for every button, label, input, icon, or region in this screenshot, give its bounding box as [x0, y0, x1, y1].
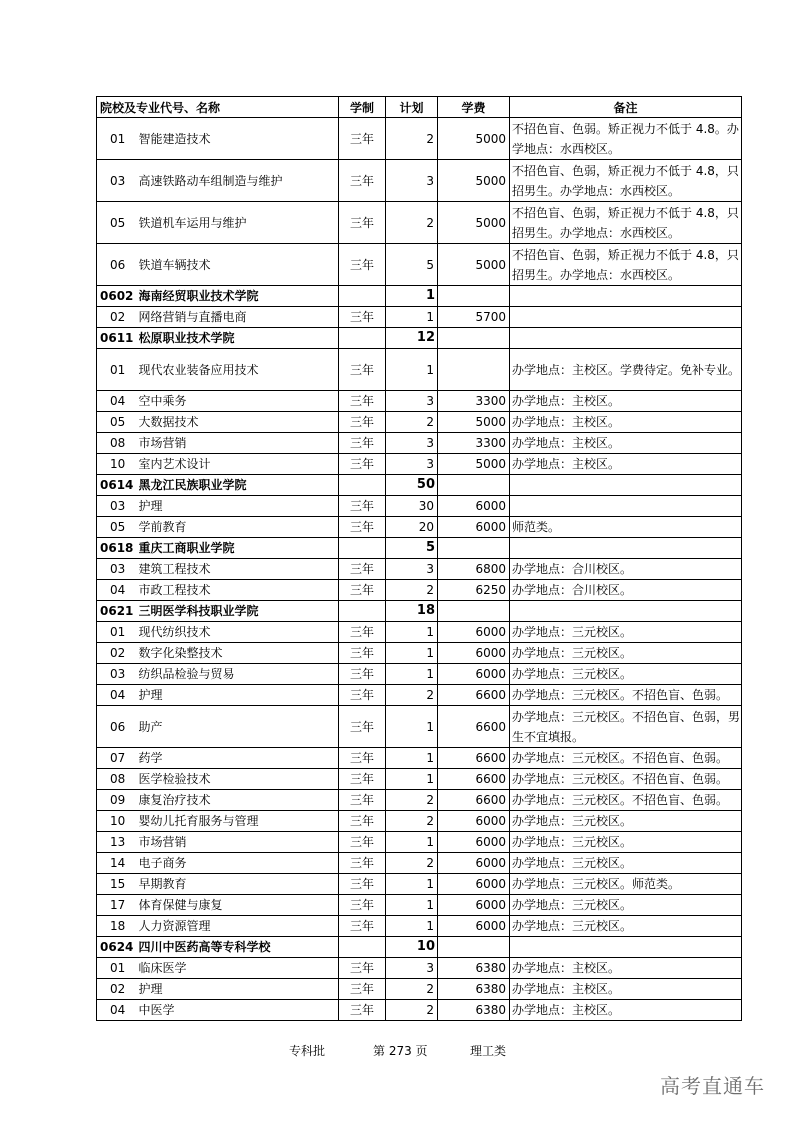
major-note: 办学地点：三元校区。 — [510, 832, 742, 853]
major-row — [97, 895, 742, 916]
major-note: 办学地点：主校区。 — [510, 454, 742, 475]
major-fee: 6000 — [438, 622, 510, 643]
major-fee: 6000 — [438, 811, 510, 832]
major-code: 02 — [97, 307, 139, 328]
major-fee: 6000 — [438, 895, 510, 916]
major-code: 10 — [97, 454, 139, 475]
school-row — [97, 328, 742, 349]
major-plan: 1 — [386, 832, 438, 853]
major-name: 空中乘务 — [139, 391, 339, 412]
major-note: 办学地点：主校区。 — [510, 958, 742, 979]
major-fee: 5000 — [438, 244, 510, 286]
major-code: 14 — [97, 853, 139, 874]
major-note: 办学地点：主校区。 — [510, 1000, 742, 1021]
major-plan: 2 — [386, 1000, 438, 1021]
major-row — [97, 1000, 742, 1021]
major-code: 06 — [97, 244, 139, 286]
school-code: 0624 — [97, 937, 139, 958]
major-row — [97, 811, 742, 832]
major-note: 办学地点：三元校区。 — [510, 664, 742, 685]
school-fee-empty — [438, 538, 510, 559]
school-years-empty — [339, 328, 386, 349]
major-fee: 6250 — [438, 580, 510, 601]
major-row — [97, 454, 742, 475]
major-name: 市政工程技术 — [139, 580, 339, 601]
major-name: 市场营销 — [139, 832, 339, 853]
major-fee: 6000 — [438, 832, 510, 853]
major-code: 15 — [97, 874, 139, 895]
major-code: 05 — [97, 412, 139, 433]
major-note: 办学地点：主校区。 — [510, 433, 742, 454]
school-years-empty — [339, 475, 386, 496]
major-note: 办学地点：合川校区。 — [510, 580, 742, 601]
school-note-empty — [510, 328, 742, 349]
major-fee: 6000 — [438, 874, 510, 895]
school-fee-empty — [438, 286, 510, 307]
major-name: 人力资源管理 — [139, 916, 339, 937]
major-row — [97, 160, 742, 202]
header-fee: 学费 — [438, 97, 510, 118]
major-name: 智能建造技术 — [139, 118, 339, 160]
major-row — [97, 874, 742, 895]
major-note: 办学地点：合川校区。 — [510, 559, 742, 580]
school-code: 0614 — [97, 475, 139, 496]
header-years: 学制 — [339, 97, 386, 118]
major-note — [510, 496, 742, 517]
major-plan: 2 — [386, 580, 438, 601]
major-fee: 5000 — [438, 118, 510, 160]
major-plan: 1 — [386, 622, 438, 643]
major-plan: 3 — [386, 160, 438, 202]
major-fee: 3300 — [438, 391, 510, 412]
major-plan: 2 — [386, 853, 438, 874]
major-note: 办学地点：三元校区。不招色盲、色弱。 — [510, 790, 742, 811]
major-years: 三年 — [339, 706, 386, 748]
major-row — [97, 412, 742, 433]
major-note: 办学地点：三元校区。 — [510, 916, 742, 937]
major-plan: 1 — [386, 706, 438, 748]
major-fee: 6600 — [438, 769, 510, 790]
major-years: 三年 — [339, 790, 386, 811]
major-name: 网络营销与直播电商 — [139, 307, 339, 328]
major-row — [97, 559, 742, 580]
major-years: 三年 — [339, 853, 386, 874]
footer-category: 理工类 — [470, 1044, 507, 1058]
major-note: 不招色盲、色弱，矫正视力不低于 4.8，只招男生。办学地点：水西校区。 — [510, 160, 742, 202]
school-plan-total: 10 — [386, 937, 438, 958]
major-plan: 3 — [386, 433, 438, 454]
major-fee: 6000 — [438, 496, 510, 517]
major-code: 09 — [97, 790, 139, 811]
major-name: 药学 — [139, 748, 339, 769]
school-plan-total: 1 — [386, 286, 438, 307]
major-name: 康复治疗技术 — [139, 790, 339, 811]
major-plan: 1 — [386, 643, 438, 664]
major-years: 三年 — [339, 769, 386, 790]
major-note: 办学地点：主校区。 — [510, 979, 742, 1000]
major-note — [510, 307, 742, 328]
major-name: 高速铁路动车组制造与维护 — [139, 160, 339, 202]
school-code: 0602 — [97, 286, 139, 307]
table-header-row — [97, 97, 742, 118]
major-years: 三年 — [339, 832, 386, 853]
major-fee: 6600 — [438, 790, 510, 811]
major-note: 办学地点：三元校区。不招色盲、色弱。 — [510, 748, 742, 769]
major-row — [97, 391, 742, 412]
major-plan: 1 — [386, 916, 438, 937]
school-years-empty — [339, 601, 386, 622]
major-plan: 5 — [386, 244, 438, 286]
major-name: 学前教育 — [139, 517, 339, 538]
school-row — [97, 286, 742, 307]
major-row — [97, 748, 742, 769]
major-fee: 6000 — [438, 517, 510, 538]
major-code: 03 — [97, 496, 139, 517]
school-plan-total: 50 — [386, 475, 438, 496]
school-row — [97, 601, 742, 622]
major-note: 办学地点：主校区。 — [510, 391, 742, 412]
major-years: 三年 — [339, 517, 386, 538]
major-years: 三年 — [339, 916, 386, 937]
major-years: 三年 — [339, 244, 386, 286]
major-name: 护理 — [139, 496, 339, 517]
major-row — [97, 118, 742, 160]
major-row — [97, 580, 742, 601]
major-plan: 3 — [386, 454, 438, 475]
school-name: 黑龙江民族职业学院 — [139, 475, 339, 496]
major-plan: 1 — [386, 874, 438, 895]
school-note-empty — [510, 286, 742, 307]
major-name: 铁道车辆技术 — [139, 244, 339, 286]
major-years: 三年 — [339, 454, 386, 475]
school-fee-empty — [438, 601, 510, 622]
school-row — [97, 538, 742, 559]
major-years: 三年 — [339, 895, 386, 916]
major-fee: 3300 — [438, 433, 510, 454]
school-note-empty — [510, 601, 742, 622]
major-name: 纺织品检验与贸易 — [139, 664, 339, 685]
major-years: 三年 — [339, 496, 386, 517]
major-row — [97, 496, 742, 517]
school-plan-total: 5 — [386, 538, 438, 559]
major-years: 三年 — [339, 748, 386, 769]
major-plan: 1 — [386, 349, 438, 391]
header-note: 备注 — [510, 97, 742, 118]
major-note: 不招色盲、色弱，矫正视力不低于 4.8，只招男生。办学地点：水西校区。 — [510, 244, 742, 286]
major-plan: 20 — [386, 517, 438, 538]
major-row — [97, 706, 742, 748]
major-code: 01 — [97, 118, 139, 160]
school-plan-total: 12 — [386, 328, 438, 349]
major-name: 大数据技术 — [139, 412, 339, 433]
major-fee: 5000 — [438, 160, 510, 202]
major-years: 三年 — [339, 664, 386, 685]
major-years: 三年 — [339, 958, 386, 979]
major-years: 三年 — [339, 160, 386, 202]
major-fee: 6000 — [438, 853, 510, 874]
major-name: 现代农业装备应用技术 — [139, 349, 339, 391]
major-note: 办学地点：三元校区。不招色盲、色弱。 — [510, 685, 742, 706]
header-plan: 计划 — [386, 97, 438, 118]
school-code: 0618 — [97, 538, 139, 559]
school-row — [97, 475, 742, 496]
major-row — [97, 433, 742, 454]
major-years: 三年 — [339, 118, 386, 160]
major-row — [97, 832, 742, 853]
school-years-empty — [339, 538, 386, 559]
major-name: 护理 — [139, 979, 339, 1000]
major-plan: 2 — [386, 811, 438, 832]
major-fee: 6800 — [438, 559, 510, 580]
major-name: 电子商务 — [139, 853, 339, 874]
major-name: 铁道机车运用与维护 — [139, 202, 339, 244]
school-name: 三明医学科技职业学院 — [139, 601, 339, 622]
major-fee: 6600 — [438, 706, 510, 748]
major-plan: 2 — [386, 685, 438, 706]
major-name: 中医学 — [139, 1000, 339, 1021]
major-plan: 2 — [386, 979, 438, 1000]
major-note: 办学地点：三元校区。 — [510, 895, 742, 916]
major-years: 三年 — [339, 391, 386, 412]
major-row — [97, 349, 742, 391]
major-name: 助产 — [139, 706, 339, 748]
school-name: 四川中医药高等专科学校 — [139, 937, 339, 958]
major-row — [97, 244, 742, 286]
major-code: 04 — [97, 1000, 139, 1021]
major-years: 三年 — [339, 202, 386, 244]
major-code: 10 — [97, 811, 139, 832]
major-fee: 5700 — [438, 307, 510, 328]
major-code: 08 — [97, 433, 139, 454]
major-plan: 1 — [386, 748, 438, 769]
major-plan: 3 — [386, 391, 438, 412]
major-years: 三年 — [339, 685, 386, 706]
major-fee: 6000 — [438, 916, 510, 937]
school-row — [97, 937, 742, 958]
major-years: 三年 — [339, 412, 386, 433]
major-years: 三年 — [339, 559, 386, 580]
major-years: 三年 — [339, 979, 386, 1000]
major-name: 建筑工程技术 — [139, 559, 339, 580]
major-years: 三年 — [339, 811, 386, 832]
major-plan: 3 — [386, 958, 438, 979]
major-code: 03 — [97, 559, 139, 580]
major-fee: 6600 — [438, 748, 510, 769]
school-years-empty — [339, 286, 386, 307]
major-plan: 1 — [386, 307, 438, 328]
major-years: 三年 — [339, 874, 386, 895]
major-name: 临床医学 — [139, 958, 339, 979]
major-note: 办学地点：主校区。学费待定。免补专业。 — [510, 349, 742, 391]
major-plan: 3 — [386, 559, 438, 580]
major-years: 三年 — [339, 349, 386, 391]
school-years-empty — [339, 937, 386, 958]
major-fee: 6380 — [438, 1000, 510, 1021]
school-fee-empty — [438, 328, 510, 349]
major-note: 办学地点：三元校区。 — [510, 853, 742, 874]
major-code: 07 — [97, 748, 139, 769]
major-code: 17 — [97, 895, 139, 916]
major-code: 18 — [97, 916, 139, 937]
major-code: 01 — [97, 349, 139, 391]
school-code: 0621 — [97, 601, 139, 622]
major-name: 现代纺织技术 — [139, 622, 339, 643]
major-code: 01 — [97, 622, 139, 643]
major-code: 04 — [97, 391, 139, 412]
major-fee: 6380 — [438, 958, 510, 979]
admission-plan-table — [96, 96, 742, 1021]
major-code: 01 — [97, 958, 139, 979]
major-note: 办学地点：三元校区。师范类。 — [510, 874, 742, 895]
major-plan: 2 — [386, 790, 438, 811]
major-note: 不招色盲、色弱，矫正视力不低于 4.8，只招男生。办学地点：水西校区。 — [510, 202, 742, 244]
major-fee: 6380 — [438, 979, 510, 1000]
school-fee-empty — [438, 937, 510, 958]
major-row — [97, 664, 742, 685]
major-years: 三年 — [339, 307, 386, 328]
major-code: 02 — [97, 979, 139, 1000]
major-name: 早期教育 — [139, 874, 339, 895]
major-row — [97, 307, 742, 328]
major-years: 三年 — [339, 1000, 386, 1021]
major-fee: 6000 — [438, 643, 510, 664]
major-plan: 1 — [386, 895, 438, 916]
major-years: 三年 — [339, 433, 386, 454]
major-row — [97, 202, 742, 244]
major-row — [97, 517, 742, 538]
major-code: 04 — [97, 685, 139, 706]
major-note: 办学地点：三元校区。 — [510, 622, 742, 643]
school-fee-empty — [438, 475, 510, 496]
major-fee: 5000 — [438, 412, 510, 433]
major-note: 办学地点：主校区。 — [510, 412, 742, 433]
major-code: 03 — [97, 664, 139, 685]
major-plan: 1 — [386, 664, 438, 685]
major-code: 04 — [97, 580, 139, 601]
major-row — [97, 685, 742, 706]
major-plan: 2 — [386, 412, 438, 433]
major-plan: 1 — [386, 769, 438, 790]
footer-page-number: 第 273 页 — [373, 1044, 428, 1058]
major-note: 师范类。 — [510, 517, 742, 538]
major-fee — [438, 349, 510, 391]
major-code: 06 — [97, 706, 139, 748]
major-note: 办学地点：三元校区。不招色盲、色弱。 — [510, 769, 742, 790]
major-code: 05 — [97, 202, 139, 244]
major-note: 办学地点：三元校区。 — [510, 811, 742, 832]
major-years: 三年 — [339, 622, 386, 643]
major-row — [97, 979, 742, 1000]
major-years: 三年 — [339, 643, 386, 664]
major-note: 不招色盲、色弱。矫正视力不低于 4.8。办学地点：水西校区。 — [510, 118, 742, 160]
footer-batch: 专科批 — [289, 1044, 326, 1058]
watermark: 高考直通车 — [660, 1074, 765, 1098]
school-plan-total: 18 — [386, 601, 438, 622]
school-name: 重庆工商职业学院 — [139, 538, 339, 559]
school-note-empty — [510, 538, 742, 559]
major-name: 室内艺术设计 — [139, 454, 339, 475]
major-row — [97, 958, 742, 979]
major-code: 05 — [97, 517, 139, 538]
major-plan: 30 — [386, 496, 438, 517]
major-code: 02 — [97, 643, 139, 664]
school-name: 海南经贸职业技术学院 — [139, 286, 339, 307]
major-row — [97, 853, 742, 874]
major-fee: 5000 — [438, 454, 510, 475]
major-note: 办学地点：三元校区。不招色盲、色弱，男生不宜填报。 — [510, 706, 742, 748]
major-code: 08 — [97, 769, 139, 790]
major-code: 03 — [97, 160, 139, 202]
major-name: 数字化染整技术 — [139, 643, 339, 664]
major-name: 市场营销 — [139, 433, 339, 454]
major-row — [97, 643, 742, 664]
major-note: 办学地点：三元校区。 — [510, 643, 742, 664]
major-fee: 6000 — [438, 664, 510, 685]
school-note-empty — [510, 937, 742, 958]
major-years: 三年 — [339, 580, 386, 601]
major-name: 护理 — [139, 685, 339, 706]
major-row — [97, 916, 742, 937]
major-row — [97, 622, 742, 643]
major-name: 婴幼儿托育服务与管理 — [139, 811, 339, 832]
major-fee: 6600 — [438, 685, 510, 706]
header-name: 院校及专业代号、名称 — [97, 97, 339, 118]
major-fee: 5000 — [438, 202, 510, 244]
school-code: 0611 — [97, 328, 139, 349]
major-row — [97, 769, 742, 790]
major-name: 体育保健与康复 — [139, 895, 339, 916]
major-code: 13 — [97, 832, 139, 853]
major-plan: 2 — [386, 118, 438, 160]
major-name: 医学检验技术 — [139, 769, 339, 790]
school-note-empty — [510, 475, 742, 496]
major-plan: 2 — [386, 202, 438, 244]
school-name: 松原职业技术学院 — [139, 328, 339, 349]
major-row — [97, 790, 742, 811]
